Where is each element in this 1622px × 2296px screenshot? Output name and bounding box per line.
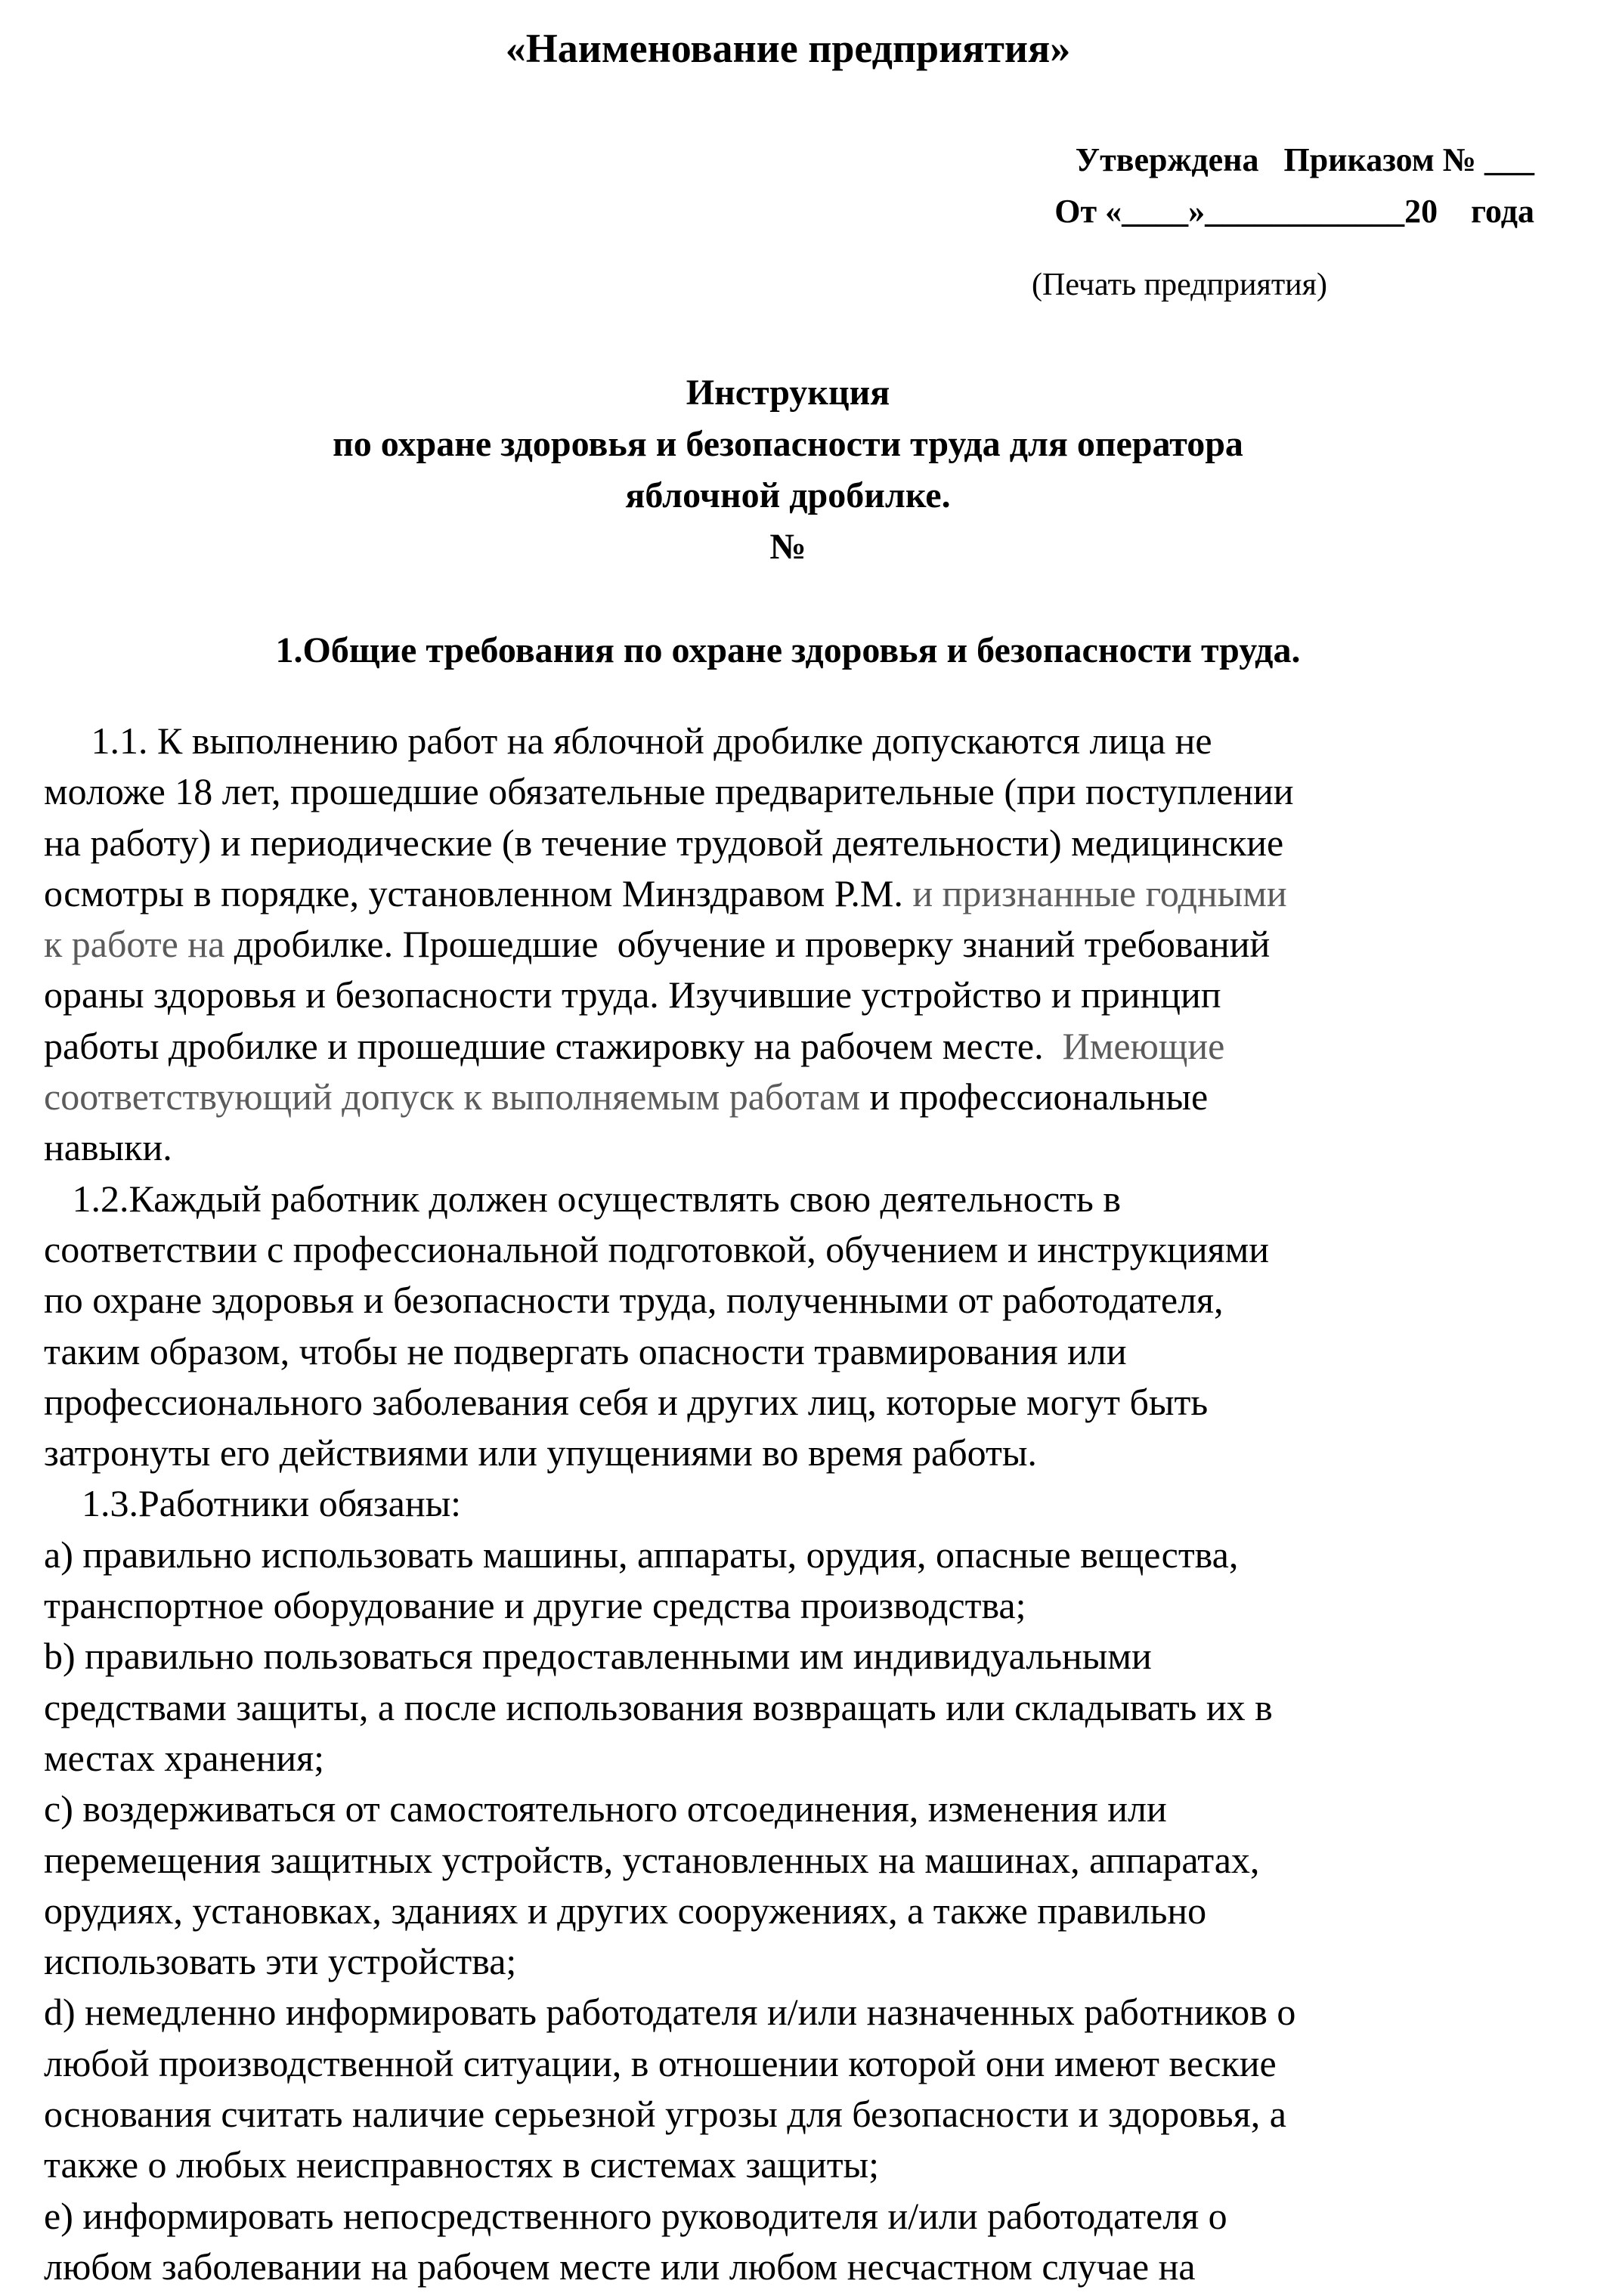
body-line [44, 2242, 1601, 2292]
body-line [44, 1275, 1601, 1326]
body-line [44, 2089, 1601, 2140]
body-line [44, 1326, 1601, 1377]
body-line [44, 970, 1601, 1020]
body-line-segment: b) правильно пользоваться предоставленными им индивидуальными [44, 1635, 1152, 1678]
body-line [44, 1072, 1601, 1122]
body-line [44, 1174, 1601, 1224]
body-line [44, 2038, 1601, 2089]
body-line-segment: к работе на [44, 923, 234, 966]
body-line-segment: работы дробилке и прошедшие стажировку на рабочем месте. [44, 1024, 1044, 1067]
body-line-segment: перемещения защитных устройств, установленных на машинах, аппаратах, [44, 1838, 1260, 1881]
body-line-segment: и профессиональные [859, 1075, 1209, 1119]
body-line-segment: навыки. [44, 1126, 172, 1169]
title-line-4: № [769, 527, 806, 567]
body-line-segment: средствами защиты, а после использования возвращать или складывать их в [44, 1685, 1273, 1728]
body-line-segment: e) информировать непосредственного руководителя и/или работодателя о [44, 2194, 1227, 2237]
body-line-segment: Имеющие [1043, 1024, 1225, 1067]
section-1-body [44, 716, 1601, 2292]
body-line-segment: а) правильно использовать машины, аппараты, орудия, опасные вещества, [44, 1533, 1239, 1576]
body-line-segment: транспортное оборудование и другие средства производства; [44, 1584, 1026, 1627]
body-line [44, 1886, 1601, 1936]
body-line [44, 1835, 1601, 1886]
stamp-placeholder: (Печать предприятия) [1032, 268, 1327, 302]
body-line-segment: местах хранения; [44, 1736, 324, 1779]
approval-order-line: Утверждена Приказом № ___ [1075, 141, 1534, 178]
body-line-segment: любой производственной ситуации, в отношении которой они имеют веские [44, 2041, 1277, 2084]
body-line-segment: 1.1. К выполнению работ на яблочной дробилке допускаются лица не [44, 719, 1212, 762]
body-line [44, 1478, 1601, 1529]
body-line [44, 1936, 1601, 1987]
body-line-segment: осмотры в порядке, установленном Минздравом Р.М. [44, 871, 903, 914]
body-line-segment: соответствующий допуск к выполняемым работам [44, 1075, 860, 1119]
body-line [44, 716, 1601, 766]
body-line [44, 1733, 1601, 1784]
body-line-segment: 1.3.Работники обязаны: [44, 1482, 462, 1525]
title-line-3: яблочной дробилке. [625, 475, 951, 515]
body-line [44, 1631, 1601, 1682]
body-line [44, 1784, 1601, 1834]
title-line-1: Инструкция [686, 373, 890, 413]
body-line-segment: затронуты его действиями или упущениями во время работы. [44, 1431, 1037, 1474]
body-line-segment: профессионального заболевания себя и других лиц, которые могут быть [44, 1380, 1209, 1423]
body-line-segment: орудиях, установках, зданиях и других сооружениях, а также правильно [44, 1889, 1207, 1932]
body-line [44, 1122, 1601, 1173]
body-line-segment: также о любых неисправностях в системах защиты; [44, 2143, 880, 2186]
body-line-segment: таким образом, чтобы не подвергать опасности травмирования или [44, 1329, 1127, 1372]
body-line-segment: c) воздерживаться от самостоятельного отсоединения, изменения или [44, 1787, 1167, 1830]
body-line [44, 1682, 1601, 1733]
body-line [44, 1530, 1601, 1580]
body-line-segment: на работу) и периодические (в течение трудовой деятельности) медицинские [44, 821, 1284, 864]
body-line [44, 2191, 1601, 2242]
approval-date-line: От «____»____________20 года [1054, 193, 1534, 230]
body-line [44, 1021, 1601, 1072]
body-line-segment: соответствии с профессиональной подготовкой, обучением и инструкциями [44, 1227, 1269, 1270]
title-line-2: по охране здоровья и безопасности труда для оператора [333, 424, 1243, 464]
section-1-heading: 1.Общие требования по охране здоровья и безопасности труда. [275, 630, 1301, 670]
body-line [44, 868, 1601, 919]
body-line-segment: 1.2.Каждый работник должен осуществлять свою деятельность в [44, 1177, 1121, 1220]
body-line [44, 1428, 1601, 1478]
body-line-segment: любом заболевании на рабочем месте или любом несчастном случае на [44, 2245, 1196, 2288]
company-name: «Наименование предприятия» [505, 26, 1071, 71]
body-line [44, 2140, 1601, 2190]
body-line [44, 1377, 1601, 1428]
body-line-segment: дробилке. Прошедшие обучение и проверку знаний требований [234, 923, 1271, 966]
body-line [44, 766, 1601, 817]
body-line [44, 1580, 1601, 1631]
approval-block [1054, 135, 1534, 237]
body-line [44, 1987, 1601, 2038]
document-title [0, 367, 1576, 573]
body-line-segment: ораны здоровья и безопасности труда. Изучившие устройство и принцип [44, 973, 1221, 1016]
body-line-segment: основания считать наличие серьезной угрозы для безопасности и здоровья, а [44, 2093, 1286, 2136]
body-line [44, 1224, 1601, 1275]
body-line [44, 919, 1601, 970]
body-line-segment: d) немедленно информировать работодателя и/или назначенных работников о [44, 1991, 1296, 2034]
body-line [44, 818, 1601, 868]
body-line-segment: моложе 18 лет, прошедшие обязательные предварительные (при поступлении [44, 770, 1294, 813]
body-line-segment: по охране здоровья и безопасности труда, полученными от работодателя, [44, 1279, 1224, 1322]
body-line-segment: использовать эти устройства; [44, 1940, 517, 1983]
body-line-segment: и признанные годными [902, 871, 1287, 914]
